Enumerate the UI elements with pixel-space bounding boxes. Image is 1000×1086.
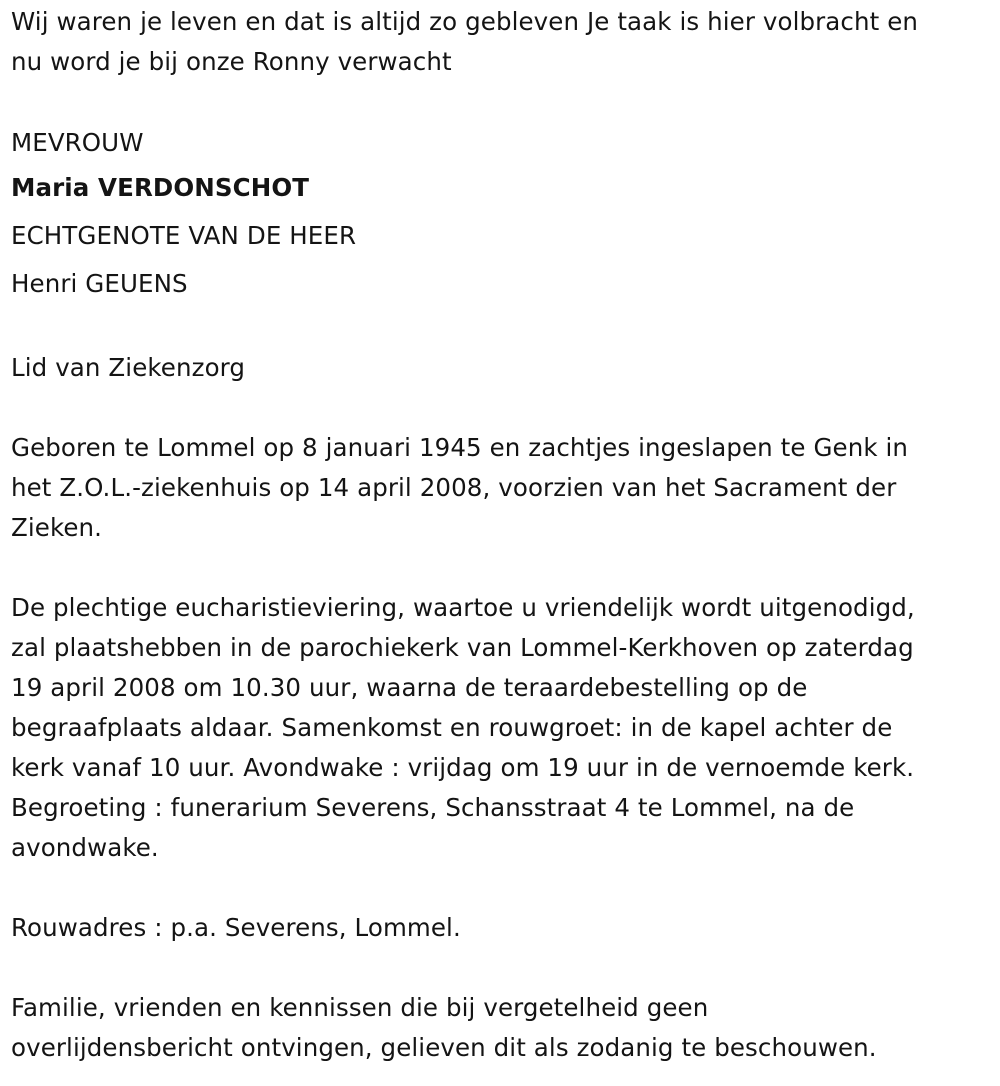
text-line: overlijdensbericht ontvingen, gelieven dit als zodanig te beschouwen. <box>11 1033 877 1062</box>
text-line: zal plaatshebben in de parochiekerk van Lommel-Kerkhoven op zaterdag <box>11 633 914 662</box>
title-prefix: MEVROUW <box>11 128 144 157</box>
spacer <box>11 548 991 588</box>
mourning-address: Rouwadres : p.a. Severens, Lommel. <box>11 913 461 942</box>
ceremony-paragraph <box>11 588 991 868</box>
text-line: Begroeting : funerarium Severens, Schansstraat 4 te Lommel, na de <box>11 793 855 822</box>
poem-paragraph <box>11 2 991 82</box>
membership-text: Lid van Ziekenzorg <box>11 353 246 382</box>
membership-paragraph <box>11 348 991 388</box>
text-line: het Z.O.L.-ziekenhuis op 14 april 2008, voorzien van het Sacrament der <box>11 473 897 502</box>
text-line: avondwake. <box>11 833 159 862</box>
spacer <box>11 948 991 988</box>
text-line: De plechtige eucharistieviering, waartoe u vriendelijk wordt uitgenodigd, <box>11 593 915 622</box>
text-line: Familie, vrienden en kennissen die bij vergetelheid geen <box>11 993 709 1022</box>
spacer <box>11 82 991 122</box>
death-notice <box>11 2 991 1068</box>
spouse-name: Henri GEUENS <box>11 269 188 298</box>
text-line: kerk vanaf 10 uur. Avondwake : vrijdag om 19 uur in de vernoemde kerk. <box>11 753 915 782</box>
spacer <box>11 308 991 348</box>
text-line: 19 april 2008 om 10.30 uur, waarna de teraardebestelling op de <box>11 673 808 702</box>
text-line: Geboren te Lommel op 8 januari 1945 en zachtjes ingeslapen te Genk in <box>11 433 909 462</box>
text-line: begraafplaats aldaar. Samenkomst en rouwgroet: in de kapel achter de <box>11 713 893 742</box>
name-block <box>11 122 991 308</box>
text-line: Zieken. <box>11 513 103 542</box>
poem-line: Wij waren je leven en dat is altijd zo gebleven Je taak is hier volbracht en <box>11 7 919 36</box>
poem-line: nu word je bij onze Ronny verwacht <box>11 47 452 76</box>
spacer <box>11 868 991 908</box>
relation-text: ECHTGENOTE VAN DE HEER <box>11 221 357 250</box>
closing-paragraph <box>11 988 991 1068</box>
address-paragraph <box>11 908 991 948</box>
spacer <box>11 388 991 428</box>
birth-death-paragraph <box>11 428 991 548</box>
deceased-name: Maria VERDONSCHOT <box>11 173 310 202</box>
